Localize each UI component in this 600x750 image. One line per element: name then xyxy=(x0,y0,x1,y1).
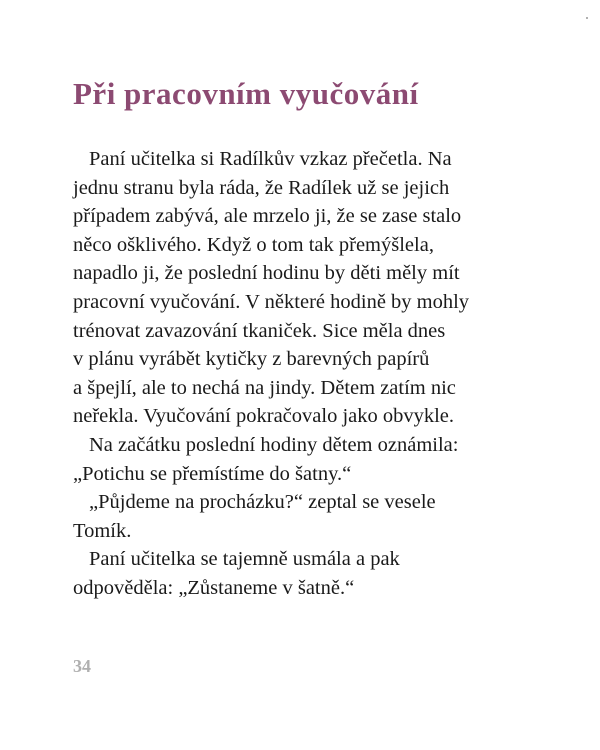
text-line: odpověděla: „Zůstaneme v šatně.“ xyxy=(73,576,355,599)
text-line: trénovat zavazování tkaniček. Sice měla dnes xyxy=(73,319,446,342)
text-line: napadlo ji, že poslední hodinu by děti měly mít xyxy=(73,262,460,285)
text-line: jednu stranu byla ráda, že Radílek už se jejich xyxy=(73,176,450,199)
text-line: v plánu vyrábět kytičky z barevných papírů xyxy=(73,348,430,371)
text-line: Paní učitelka si Radílkův vzkaz přečetla. Na xyxy=(89,148,452,170)
text-line: pracovní vyučování. V některé hodině by mohly xyxy=(73,290,470,313)
text-line: Paní učitelka se tajemně usmála a pak xyxy=(89,548,400,571)
text-line: případem zabývá, ale mrzelo ji, že se zase stalo xyxy=(73,205,462,228)
text-line: Tomík. xyxy=(73,519,132,542)
text-line: něco ošklivého. Když o tom tak přemýšlela, xyxy=(73,233,434,256)
body-text xyxy=(73,145,543,603)
page-number: 34 xyxy=(73,656,91,676)
text-line: „Potichu se přemístíme do šatny.“ xyxy=(73,462,352,485)
corner-mark xyxy=(586,17,588,19)
text-line: „Půjdeme na procházku?“ zeptal se vesele xyxy=(89,491,436,514)
text-line: a špejlí, ale to nechá na jindy. Dětem zatím nic xyxy=(73,376,456,399)
text-line: neřekla. Vyučování pokračovalo jako obvykle. xyxy=(73,405,455,428)
text-line: Na začátku poslední hodiny dětem oznámila: xyxy=(89,433,459,456)
chapter-title: Při pracovním vyučování xyxy=(73,76,419,111)
